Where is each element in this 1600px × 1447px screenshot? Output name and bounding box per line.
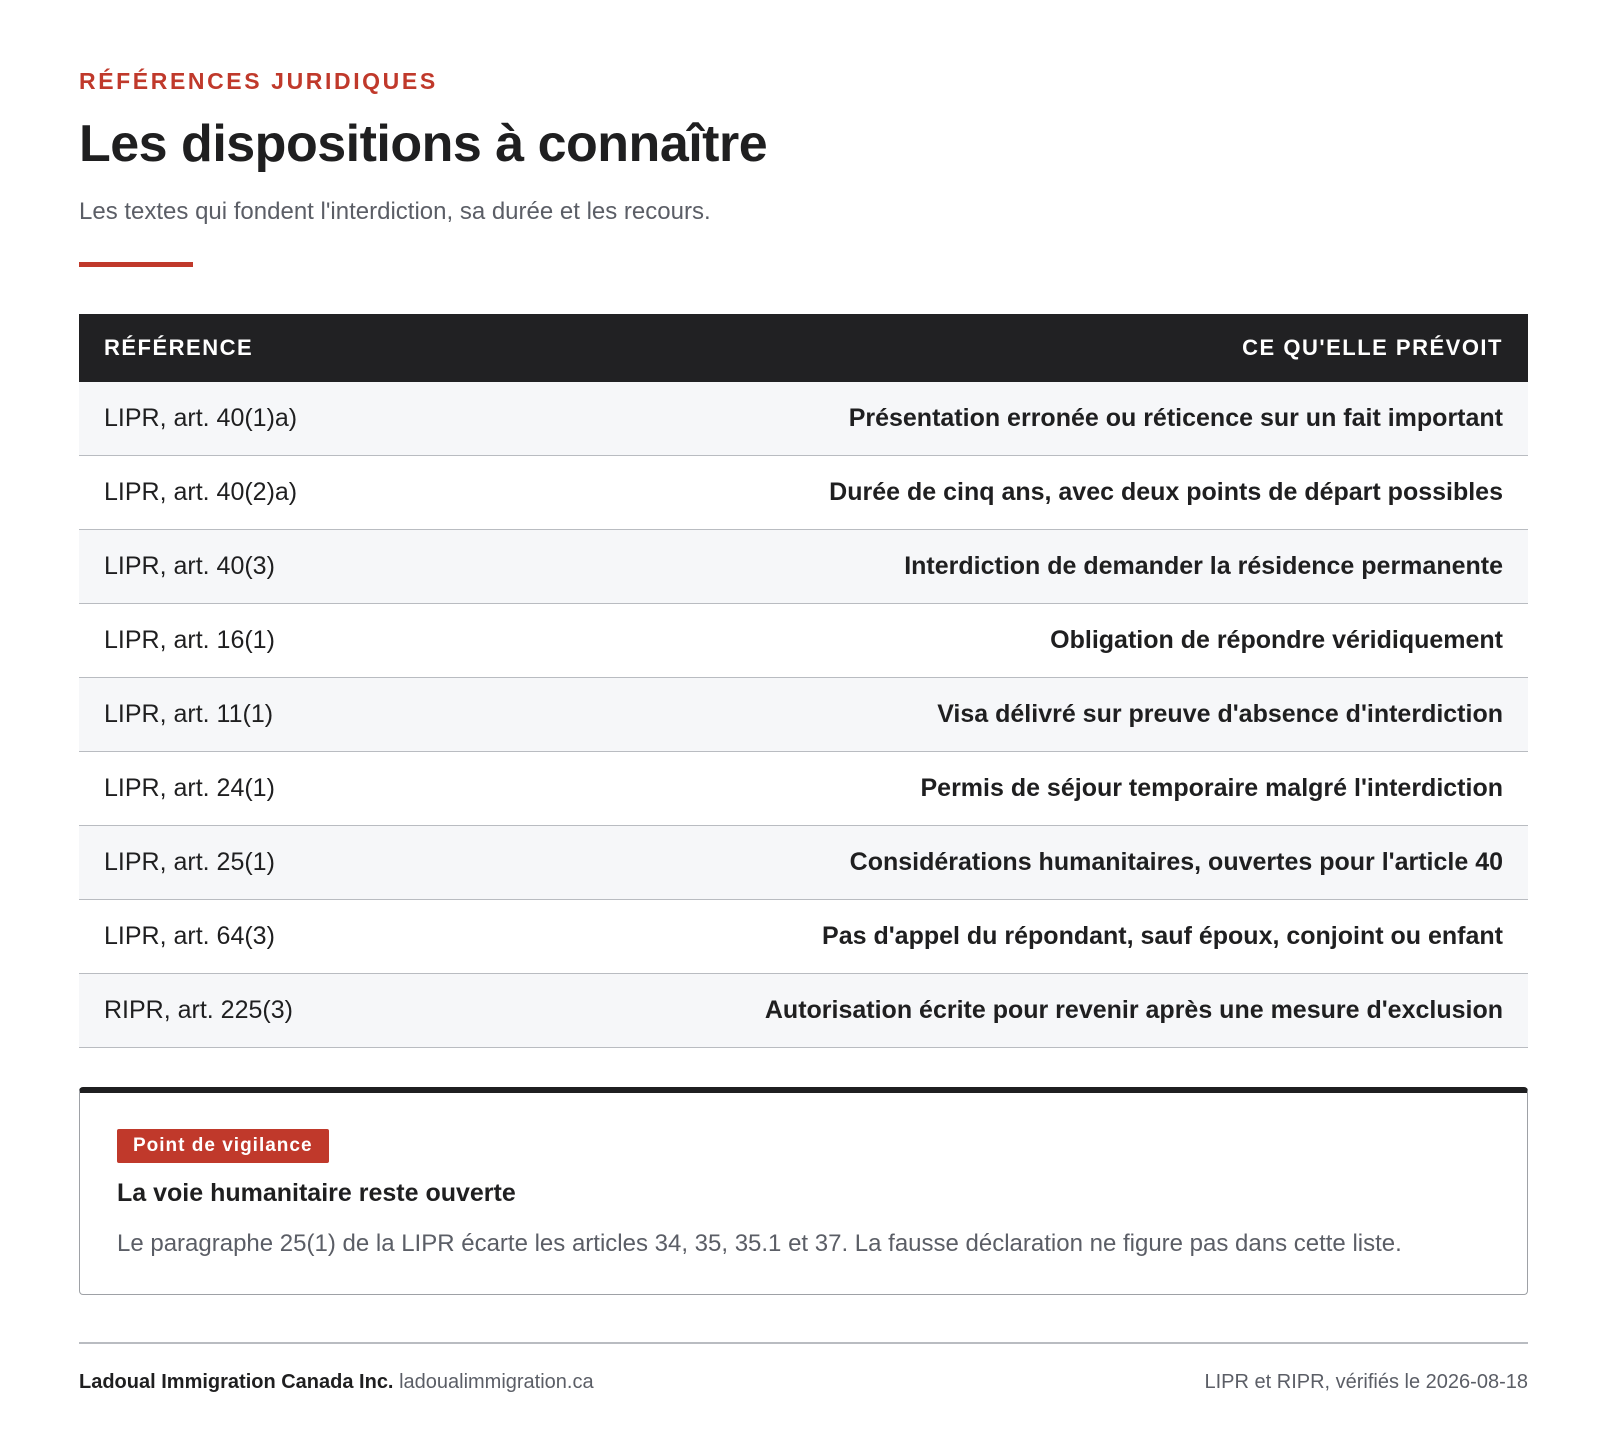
callout-title: La voie humanitaire reste ouverte [117, 1179, 516, 1207]
page-subtitle: Les textes qui fondent l'interdiction, sa durée et les recours. [79, 198, 711, 225]
row-reference: LIPR, art. 11(1) [104, 700, 274, 728]
row-description: Pas d'appel du répondant, sauf époux, conjoint ou enfant [822, 922, 1503, 950]
table-row [79, 974, 1528, 1048]
website-link[interactable]: ladoualimmigration.ca [399, 1371, 594, 1393]
row-description: Considérations humanitaires, ouvertes pour l'article 40 [849, 848, 1503, 876]
row-reference: LIPR, art. 64(3) [104, 922, 275, 950]
row-reference: LIPR, art. 40(1)a) [104, 404, 298, 432]
row-description: Interdiction de demander la résidence permanente [904, 552, 1503, 580]
column-header-description: CE QU'ELLE PRÉVOIT [1242, 335, 1503, 360]
row-reference: LIPR, art. 25(1) [104, 848, 275, 876]
verification-note: LIPR et RIPR, vérifiés le 2026-08-18 [1204, 1371, 1528, 1393]
table-row [79, 456, 1528, 530]
references-table [79, 314, 1528, 1048]
company-name: Ladoual Immigration Canada Inc. [79, 1371, 394, 1393]
table-row [79, 752, 1528, 826]
accent-divider [79, 262, 193, 267]
row-description: Visa délivré sur preuve d'absence d'interdiction [937, 700, 1503, 728]
callout-body: Le paragraphe 25(1) de la LIPR écarte les articles 34, 35, 35.1 et 37. La fausse déclaration ne figure pas dans cette liste. [117, 1230, 1402, 1257]
column-header-reference: RÉFÉRENCE [104, 335, 254, 360]
page-title: Les dispositions à connaître [79, 115, 768, 173]
table-row [79, 678, 1528, 752]
table-row [79, 826, 1528, 900]
table-row [79, 900, 1528, 974]
row-description: Permis de séjour temporaire malgré l'interdiction [920, 774, 1503, 802]
vigilance-callout [79, 1087, 1528, 1295]
row-reference: RIPR, art. 225(3) [104, 996, 293, 1024]
row-description: Présentation erronée ou réticence sur un fait important [848, 404, 1503, 432]
row-reference: LIPR, art. 40(2)a) [104, 478, 298, 506]
table-header [79, 314, 1528, 382]
table-row [79, 530, 1528, 604]
footer-divider [79, 1342, 1528, 1344]
vigilance-badge: Point de vigilance [117, 1129, 329, 1163]
table-row [79, 604, 1528, 678]
row-reference: LIPR, art. 16(1) [104, 626, 275, 654]
table-row [79, 382, 1528, 456]
row-reference: LIPR, art. 24(1) [104, 774, 275, 802]
section-eyebrow: RÉFÉRENCES JURIDIQUES [79, 68, 438, 94]
row-reference: LIPR, art. 40(3) [104, 552, 275, 580]
row-description: Durée de cinq ans, avec deux points de départ possibles [829, 478, 1503, 506]
row-description: Obligation de répondre véridiquement [1050, 626, 1503, 654]
footer-brand [79, 1371, 594, 1394]
row-description: Autorisation écrite pour revenir après une mesure d'exclusion [764, 996, 1503, 1024]
